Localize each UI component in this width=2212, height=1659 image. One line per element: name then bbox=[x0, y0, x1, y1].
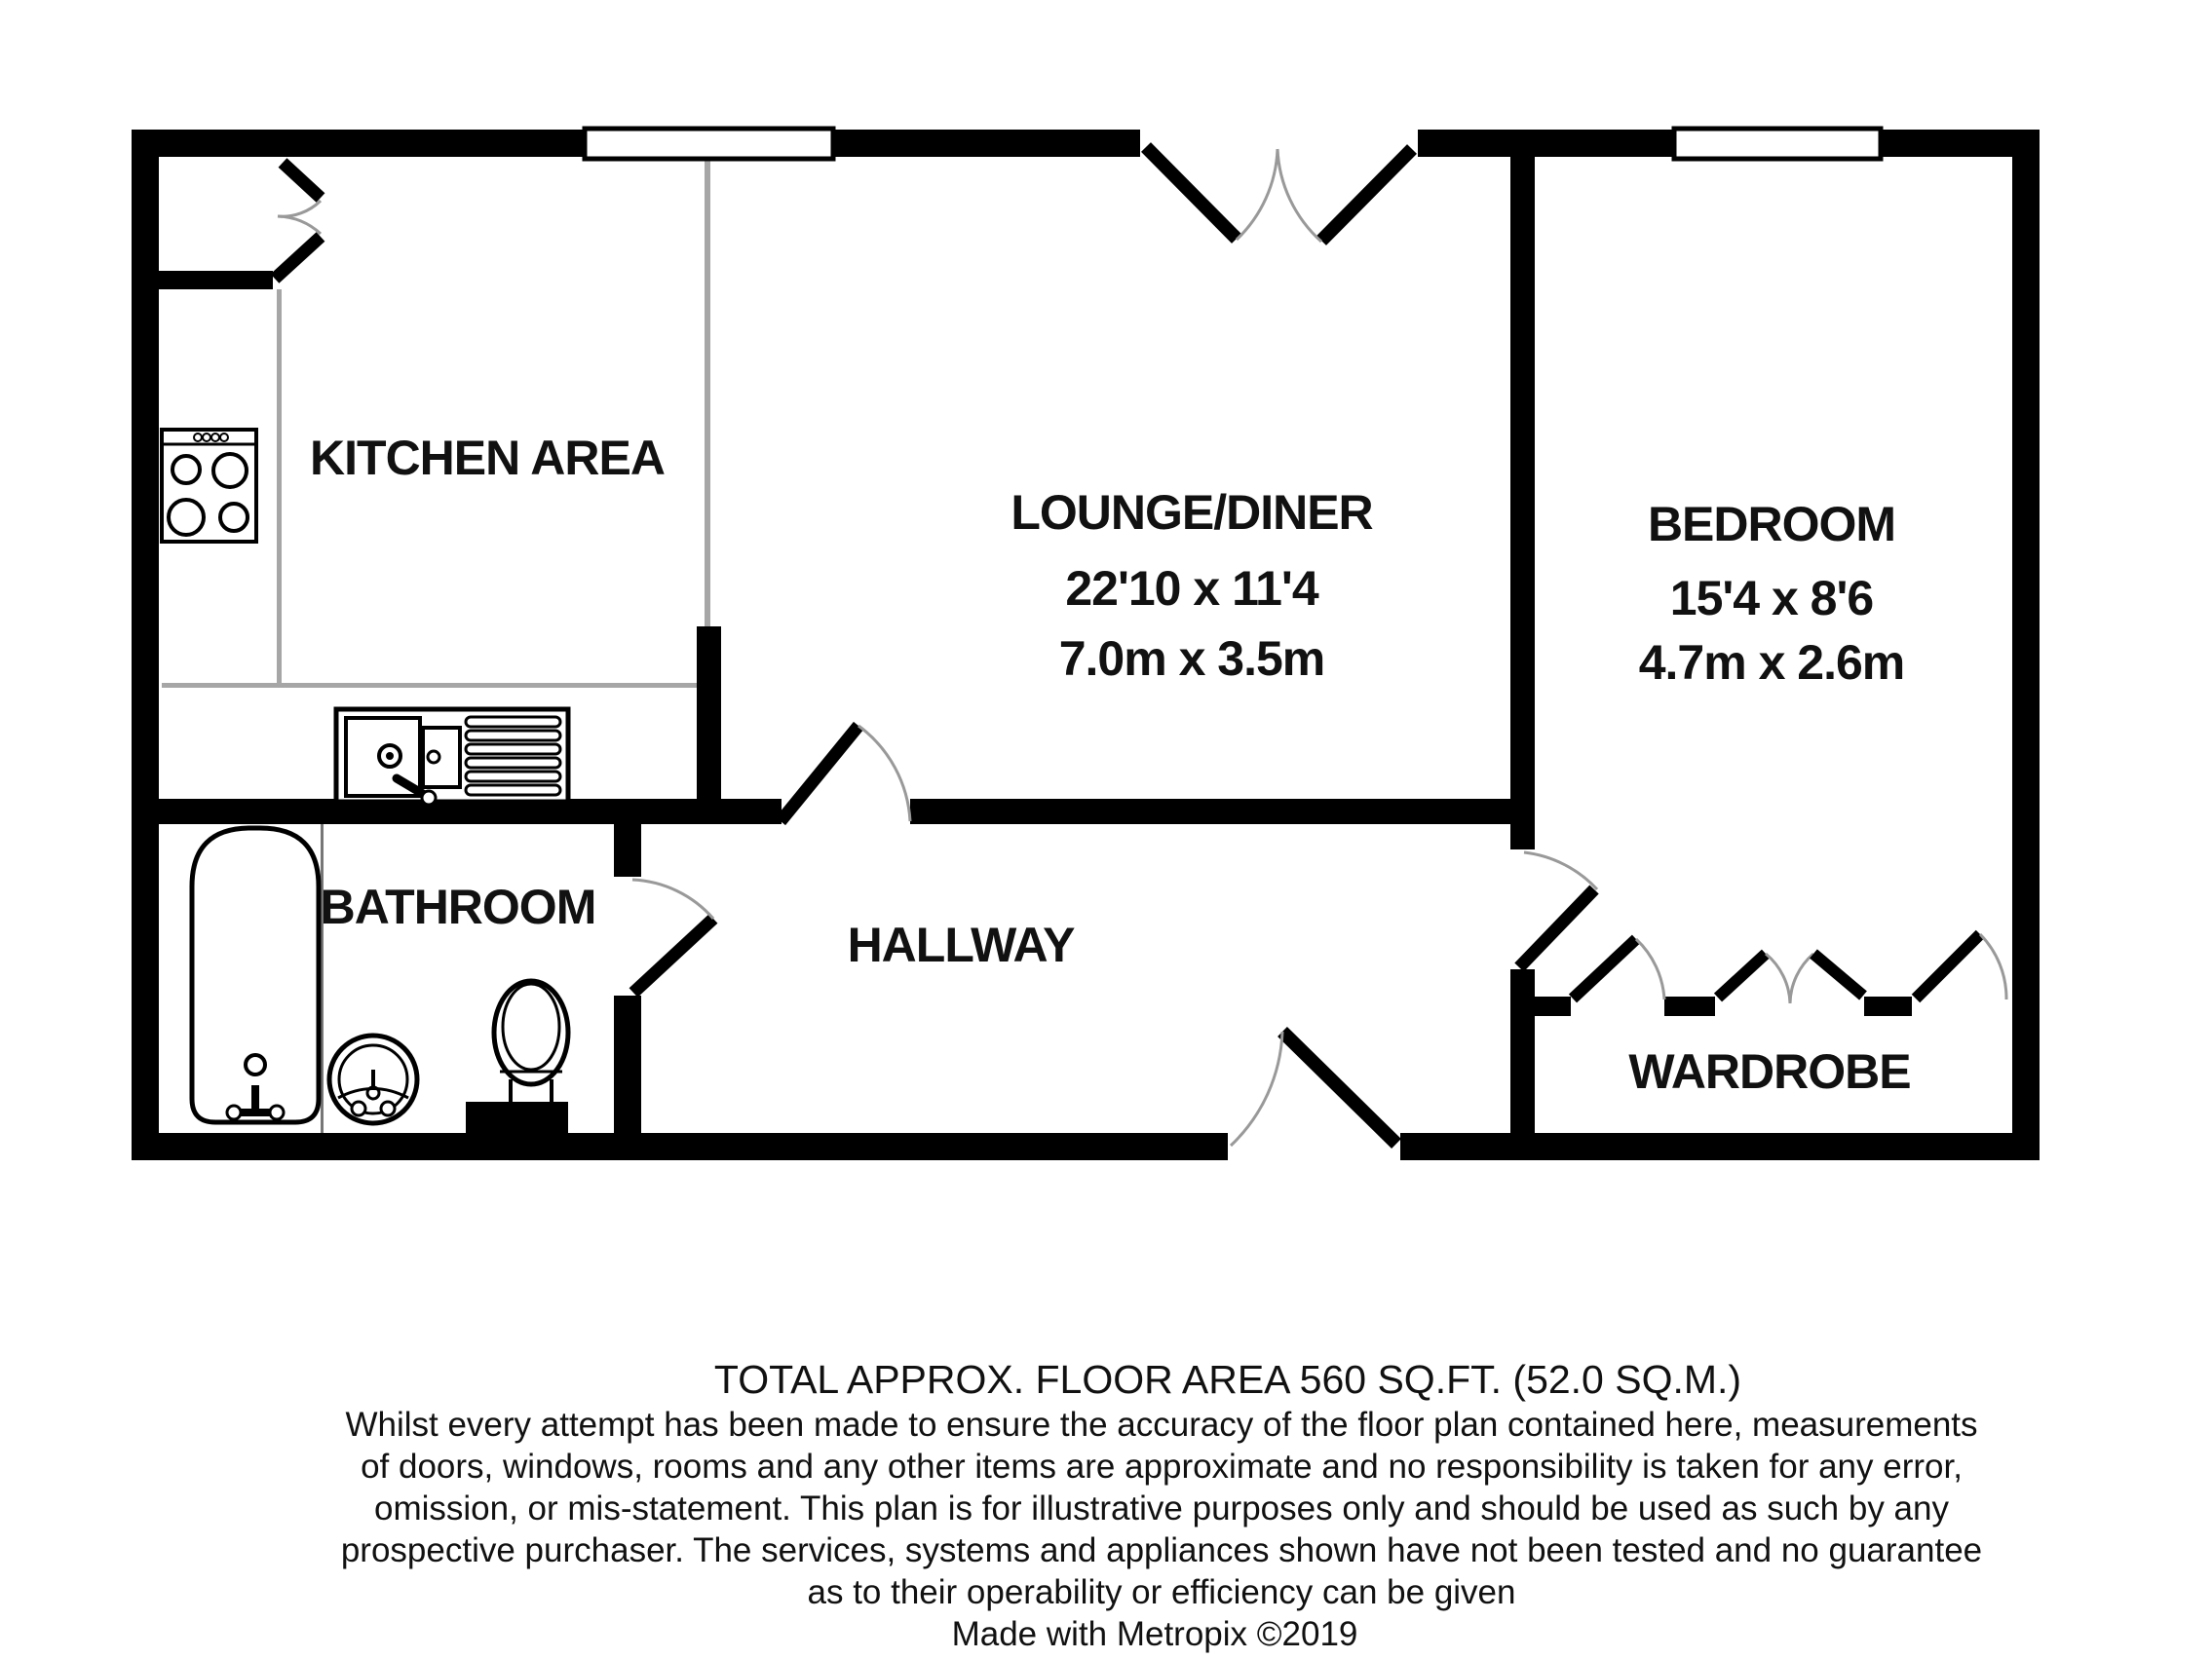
disclaimer-line: prospective purchaser. The services, systems and appliances shown have not been tested and no guarantee bbox=[340, 1531, 1983, 1569]
door-arc bbox=[1278, 149, 1321, 242]
wall-segment bbox=[697, 626, 721, 799]
hallway-label: HALLWAY bbox=[847, 918, 1075, 972]
door-leaf bbox=[1321, 149, 1412, 241]
hob-icon bbox=[162, 430, 256, 542]
door-arc bbox=[1636, 939, 1664, 999]
bedroom-label: BEDROOM bbox=[1647, 497, 1896, 551]
kitchen-unit-line bbox=[277, 289, 282, 683]
door-arc bbox=[1766, 954, 1790, 1003]
door-leaf bbox=[633, 919, 713, 993]
kitchen-divider-line bbox=[705, 157, 710, 626]
wall-segment bbox=[132, 130, 159, 1160]
door-arc bbox=[858, 726, 910, 821]
basin-icon bbox=[329, 1036, 417, 1123]
lounge-dim-metric: 7.0m x 3.5m bbox=[1058, 631, 1325, 686]
bifold-door-leaf bbox=[1573, 939, 1636, 999]
wall-segment bbox=[1510, 157, 1535, 849]
credit-text: Made with Metropix ©2019 bbox=[951, 1615, 1358, 1653]
wall-segment bbox=[1864, 997, 1912, 1016]
lounge-dim-imperial: 22'10 x 11'4 bbox=[1065, 561, 1318, 616]
lounge-label: LOUNGE/DINER bbox=[1011, 485, 1373, 540]
disclaimer-line: omission, or mis-statement. This plan is for illustrative purposes only and should be used as such by any bbox=[374, 1489, 1949, 1527]
door-leaf bbox=[1146, 147, 1237, 239]
door-leaf bbox=[781, 726, 858, 821]
wall-segment bbox=[132, 130, 585, 157]
wall-segment bbox=[833, 130, 1140, 157]
kitchen-label: KITCHEN AREA bbox=[310, 431, 665, 485]
bifold-door-leaf bbox=[1916, 934, 1980, 999]
door-leaf bbox=[283, 163, 321, 198]
kitchen-sink-icon bbox=[336, 709, 568, 805]
wall-segment bbox=[1400, 1133, 2040, 1160]
wall-segment bbox=[1418, 130, 1674, 157]
door-arc bbox=[1231, 1032, 1282, 1146]
wall-segment bbox=[159, 271, 273, 289]
door-leaf bbox=[1519, 889, 1594, 967]
disclaimer-line: as to their operability or efficiency can be given bbox=[807, 1573, 1516, 1611]
kitchen-window bbox=[585, 129, 833, 159]
bifold-door-leaf bbox=[1718, 954, 1766, 998]
door-arc bbox=[1980, 934, 2006, 999]
bifold-door-leaf bbox=[1813, 954, 1863, 996]
total-area-text: TOTAL APPROX. FLOOR AREA 560 SQ.FT. (52.0 SQ.M.) bbox=[713, 1357, 1742, 1402]
disclaimer-line: of doors, windows, rooms and any other items are approximate and no responsibility is taken for any error, bbox=[361, 1448, 1963, 1486]
door-arc bbox=[1790, 954, 1813, 1003]
wall-segment bbox=[2012, 130, 2040, 1160]
bedroom-window bbox=[1674, 129, 1881, 159]
bedroom-dim-metric: 4.7m x 2.6m bbox=[1638, 635, 1905, 690]
wall-segment bbox=[1510, 969, 1535, 1133]
toilet-icon bbox=[466, 981, 568, 1133]
door-arc bbox=[278, 216, 321, 234]
wall-segment bbox=[614, 996, 641, 1133]
bathtub-icon bbox=[192, 828, 319, 1122]
wall-segment bbox=[910, 799, 1535, 824]
door-leaf bbox=[1282, 1032, 1396, 1144]
door-leaf bbox=[275, 237, 321, 279]
bathroom-label: BATHROOM bbox=[320, 880, 596, 934]
wall-segment bbox=[614, 824, 641, 877]
windows bbox=[585, 129, 1881, 159]
bedroom-dim-imperial: 15'4 x 8'6 bbox=[1669, 571, 1874, 625]
kitchen-counter-line bbox=[162, 683, 697, 688]
footer bbox=[341, 1357, 1982, 1653]
wall-segment bbox=[1535, 997, 1571, 1016]
door-arc bbox=[1237, 149, 1278, 240]
wall-segment bbox=[132, 1133, 1228, 1160]
door-arc bbox=[632, 880, 713, 919]
disclaimer-line: Whilst every attempt has been made to ensure the accuracy of the floor plan contained here, measurements bbox=[345, 1406, 1978, 1444]
door-arc bbox=[278, 201, 321, 216]
wardrobe-label: WARDROBE bbox=[1628, 1044, 1911, 1099]
wall-segment bbox=[1664, 997, 1715, 1016]
door-arc bbox=[1524, 852, 1597, 889]
